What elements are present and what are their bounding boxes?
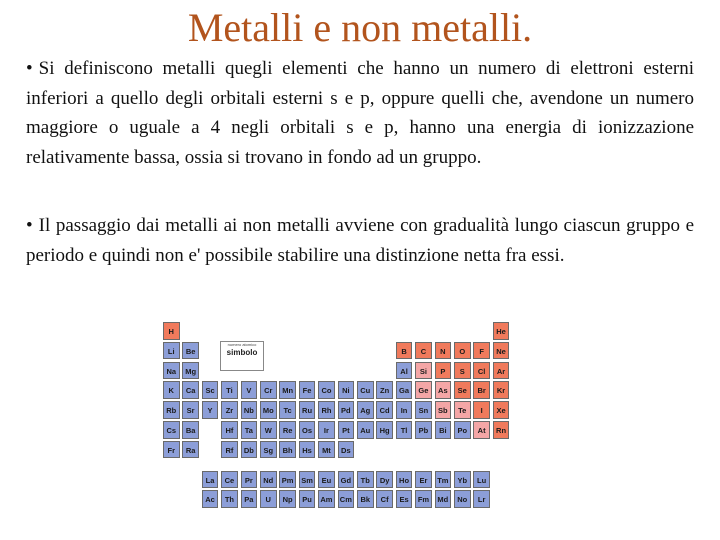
element-n — [435, 342, 452, 360]
element-zr — [221, 401, 238, 419]
element-p — [435, 362, 452, 380]
element-tm — [435, 471, 452, 489]
element-cm — [338, 490, 355, 508]
element-cs — [163, 421, 180, 439]
element-y — [202, 401, 219, 419]
element-cr — [260, 381, 277, 399]
page-title: Metalli e non metalli. — [187, 5, 533, 50]
element-symbol: Rf — [225, 445, 234, 455]
element-md — [435, 490, 452, 508]
element-u — [260, 490, 277, 508]
element-symbol: Sm — [301, 475, 313, 485]
element-ti — [221, 381, 238, 399]
element-rf — [221, 441, 238, 459]
element-rh — [318, 401, 335, 419]
element-si — [415, 362, 432, 380]
element-symbol: Fr — [167, 445, 175, 455]
periodic-table-legend — [220, 341, 264, 371]
element-mg — [182, 362, 199, 380]
element-ce — [221, 471, 238, 489]
bullet: • — [26, 215, 33, 236]
element-symbol: Bh — [282, 445, 293, 455]
element-symbol: Hg — [379, 426, 390, 435]
element-xe — [493, 401, 510, 419]
element-s — [454, 362, 471, 380]
element-symbol: Np — [282, 495, 293, 505]
element-symbol: Se — [457, 386, 467, 396]
element-symbol: Db — [243, 445, 254, 455]
element-symbol: Ho — [399, 475, 410, 485]
element-symbol: Rn — [496, 426, 507, 435]
element-symbol: Rh — [321, 406, 332, 416]
element-symbol: Ru — [302, 406, 313, 416]
element-symbol: C — [420, 346, 427, 356]
element-symbol: Po — [457, 426, 468, 435]
element-symbol: Ba — [185, 426, 196, 435]
element-pr — [241, 471, 258, 489]
element-symbol: Ni — [342, 386, 350, 396]
element-symbol: Cr — [264, 386, 273, 396]
element-symbol: Be — [185, 346, 196, 356]
element-ni — [338, 381, 355, 399]
element-db — [241, 441, 258, 459]
element-ir — [318, 421, 335, 439]
element-symbol: Te — [458, 406, 467, 416]
element-pt — [338, 421, 355, 439]
element-tb — [357, 471, 374, 489]
element-symbol: Zn — [380, 386, 390, 396]
element-br — [473, 381, 490, 399]
element-kr — [493, 381, 510, 399]
element-au — [357, 421, 374, 439]
element-symbol: Cd — [379, 406, 390, 416]
element-symbol: Mo — [262, 406, 274, 416]
element-sb — [435, 401, 452, 419]
element-cu — [357, 381, 374, 399]
element-dy — [376, 471, 393, 489]
element-symbol: V — [246, 386, 252, 396]
element-v — [241, 381, 258, 399]
element-symbol: Ir — [323, 426, 329, 435]
element-symbol: Mg — [185, 366, 197, 376]
legend-caption: numero atomico — [227, 342, 257, 347]
element-th — [221, 490, 238, 508]
element-symbol: Cl — [477, 366, 486, 376]
element-symbol: Md — [437, 495, 449, 505]
element-bh — [279, 441, 296, 459]
element-symbol: Dy — [379, 475, 390, 485]
element-symbol: Th — [224, 495, 235, 505]
element-symbol: W — [264, 426, 272, 435]
element-symbol: Fe — [302, 386, 312, 396]
element-ac — [202, 490, 219, 508]
element-at — [473, 421, 490, 439]
element-c — [415, 342, 432, 360]
element-symbol: Tb — [360, 475, 370, 485]
element-in — [396, 401, 413, 419]
element-symbol: Ac — [205, 495, 215, 505]
element-symbol: Au — [360, 426, 371, 435]
element-symbol: H — [168, 327, 174, 336]
element-symbol: Mt — [322, 445, 331, 455]
element-symbol: Ne — [496, 346, 506, 356]
element-symbol: F — [479, 346, 484, 356]
element-mo — [260, 401, 277, 419]
element-symbol: Yb — [457, 475, 468, 485]
element-symbol: Cu — [360, 386, 371, 396]
paragraph-metal-transition — [26, 211, 694, 270]
element-k — [163, 381, 180, 399]
element-cf — [376, 490, 393, 508]
element-ga — [396, 381, 413, 399]
element-symbol: Lr — [477, 495, 486, 505]
element-w — [260, 421, 277, 439]
element-ho — [396, 471, 413, 489]
element-tl — [396, 421, 413, 439]
element-te — [454, 401, 471, 419]
element-symbol: Nb — [243, 406, 254, 416]
element-symbol: O — [459, 346, 466, 356]
element-symbol: Ca — [185, 386, 196, 396]
element-gd — [338, 471, 355, 489]
element-ds — [338, 441, 355, 459]
element-ca — [182, 381, 199, 399]
element-cl — [473, 362, 490, 380]
element-symbol: Kr — [496, 386, 506, 396]
element-symbol: Pb — [418, 426, 429, 435]
element-symbol: Es — [399, 495, 409, 505]
element-symbol: Rb — [166, 406, 177, 416]
element-symbol: La — [205, 475, 215, 485]
element-ar — [493, 362, 510, 380]
element-symbol: Pu — [302, 495, 312, 505]
element-symbol: Ra — [185, 445, 196, 455]
element-symbol: Sr — [186, 406, 195, 416]
element-symbol: Fm — [417, 495, 430, 505]
element-symbol: Co — [321, 386, 332, 396]
element-i — [473, 401, 490, 419]
element-symbol: Ag — [360, 406, 371, 416]
element-bk — [357, 490, 374, 508]
element-ba — [182, 421, 199, 439]
element-lr — [473, 490, 490, 508]
element-rn — [493, 421, 510, 439]
element-as — [435, 381, 452, 399]
element-symbol: Hs — [302, 445, 312, 455]
element-mn — [279, 381, 296, 399]
element-b — [396, 342, 413, 360]
element-ag — [357, 401, 374, 419]
element-nd — [260, 471, 277, 489]
element-nb — [241, 401, 258, 419]
element-symbol: Ti — [226, 386, 233, 396]
element-symbol: Ar — [496, 366, 506, 376]
element-symbol: Bk — [360, 495, 371, 505]
element-se — [454, 381, 471, 399]
element-symbol: Si — [419, 366, 427, 376]
element-sm — [299, 471, 316, 489]
element-am — [318, 490, 335, 508]
paragraph-metals-definition — [26, 54, 694, 172]
element-na — [163, 362, 180, 380]
bullet: • — [26, 58, 33, 79]
element-ru — [299, 401, 316, 419]
element-f — [473, 342, 490, 360]
element-po — [454, 421, 471, 439]
element-symbol: Re — [282, 426, 293, 435]
element-h — [163, 322, 180, 340]
element-symbol: Ta — [244, 426, 253, 435]
element-eu — [318, 471, 335, 489]
element-pu — [299, 490, 316, 508]
element-symbol: Pm — [281, 475, 294, 485]
element-symbol: Na — [166, 366, 177, 376]
element-symbol: P — [440, 366, 446, 376]
element-symbol: N — [440, 346, 446, 356]
element-fe — [299, 381, 316, 399]
element-symbol: Tl — [400, 426, 408, 435]
element-symbol: Pa — [244, 495, 254, 505]
element-mt — [318, 441, 335, 459]
element-symbol: Er — [419, 475, 428, 485]
element-symbol: Am — [320, 495, 333, 505]
element-symbol: Sc — [205, 386, 215, 396]
element-la — [202, 471, 219, 489]
element-symbol: Pr — [244, 475, 253, 485]
element-symbol: Cf — [380, 495, 389, 505]
element-symbol: Br — [477, 386, 486, 396]
element-sc — [202, 381, 219, 399]
element-symbol: B — [401, 346, 407, 356]
element-symbol: He — [496, 327, 506, 336]
element-np — [279, 490, 296, 508]
element-ra — [182, 441, 199, 459]
element-sr — [182, 401, 199, 419]
element-symbol: Tc — [283, 406, 292, 416]
element-hs — [299, 441, 316, 459]
element-hg — [376, 421, 393, 439]
element-symbol: Mn — [282, 386, 294, 396]
element-symbol: Sg — [263, 445, 274, 455]
element-no — [454, 490, 471, 508]
paragraph-text: Si definiscono metalli quegli elementi che hanno un numero di elettroni esterni inferiori a quello degli orbitali esterni s e p, oppure quelli che, avendone un numero maggiore o uguale a 4 negli orbitali s e p, hanno una energia di ionizzazione relativamente bassa, ossia si trovano in fondo ad un gruppo. — [26, 58, 694, 168]
element-symbol: Hf — [225, 426, 234, 435]
element-ne — [493, 342, 510, 360]
element-symbol: K — [168, 386, 174, 396]
element-fm — [415, 490, 432, 508]
paragraph-text: Il passaggio dai metalli ai non metalli avviene con gradualità lungo ciascun gruppo e periodo e quindi non e' possibile stabilire una distinzione netta fra essi. — [26, 215, 694, 266]
element-zn — [376, 381, 393, 399]
element-symbol: Li — [167, 346, 175, 356]
element-sg — [260, 441, 277, 459]
element-er — [415, 471, 432, 489]
element-tc — [279, 401, 296, 419]
element-pb — [415, 421, 432, 439]
element-be — [182, 342, 199, 360]
element-symbol: Y — [207, 406, 213, 416]
element-rb — [163, 401, 180, 419]
element-cd — [376, 401, 393, 419]
element-pm — [279, 471, 296, 489]
element-yb — [454, 471, 471, 489]
element-symbol: As — [438, 386, 448, 396]
element-lu — [473, 471, 490, 489]
element-re — [279, 421, 296, 439]
element-symbol: Lu — [477, 475, 487, 485]
element-es — [396, 490, 413, 508]
element-os — [299, 421, 316, 439]
element-sn — [415, 401, 432, 419]
legend-symbol: simbolo — [226, 348, 258, 357]
element-symbol: Gd — [340, 475, 352, 485]
element-ge — [415, 381, 432, 399]
element-symbol: No — [457, 495, 468, 505]
element-symbol: Cm — [339, 495, 352, 505]
element-symbol: U — [265, 495, 271, 505]
element-symbol: Al — [400, 366, 408, 376]
element-symbol: Pt — [342, 426, 350, 435]
element-symbol: Ge — [418, 386, 429, 396]
element-symbol: Zr — [225, 406, 234, 416]
element-fr — [163, 441, 180, 459]
element-symbol: S — [459, 366, 465, 376]
element-symbol: Sb — [438, 406, 448, 416]
element-li — [163, 342, 180, 360]
element-symbol: Xe — [496, 406, 506, 416]
element-symbol: Bi — [439, 426, 447, 435]
element-symbol: Eu — [321, 475, 332, 485]
element-symbol: In — [400, 406, 408, 416]
element-symbol: Nd — [263, 475, 274, 485]
element-pa — [241, 490, 258, 508]
element-al — [396, 362, 413, 380]
element-he — [493, 322, 510, 340]
element-symbol: Tm — [437, 475, 449, 485]
element-bi — [435, 421, 452, 439]
element-co — [318, 381, 335, 399]
element-symbol: Sn — [418, 406, 429, 416]
element-symbol: Ce — [224, 475, 235, 485]
element-symbol: Os — [302, 426, 313, 435]
element-symbol: I — [480, 406, 483, 416]
element-symbol: At — [477, 426, 486, 435]
element-symbol: Ds — [341, 445, 351, 455]
element-symbol: Ga — [399, 386, 410, 396]
element-symbol: Cs — [166, 426, 177, 435]
element-hf — [221, 421, 238, 439]
element-o — [454, 342, 471, 360]
element-symbol: Pd — [341, 406, 351, 416]
element-ta — [241, 421, 258, 439]
element-pd — [338, 401, 355, 419]
periodic-table — [163, 316, 519, 530]
